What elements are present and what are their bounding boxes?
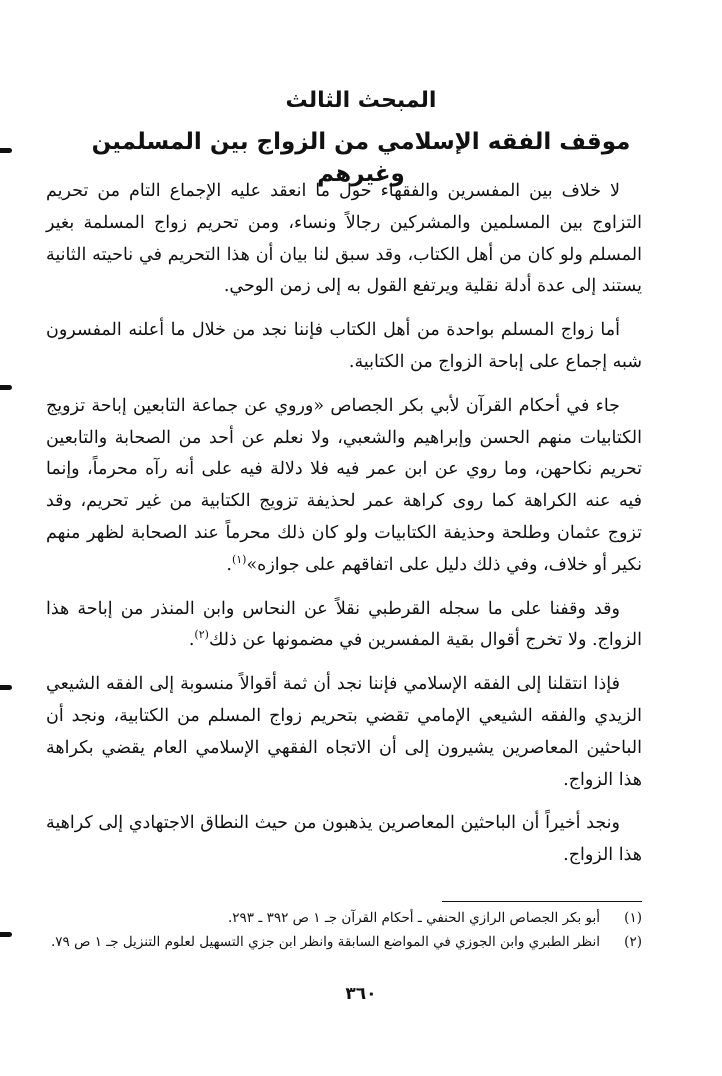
footnote-reference[interactable]: (١) — [231, 552, 247, 566]
footnote — [46, 930, 642, 954]
footnote-text: أبو بكر الجصاص الرازي الحنفي ـ أحكام القرآن جـ ١ ص ٣٩٢ ـ ٢٩٣. — [228, 910, 600, 926]
binding-mark — [0, 685, 12, 690]
paragraph-text: ونجد أخيراً أن الباحثين المعاصرين يذهبون من حيث النطاق الاجتهادي إلى كراهية هذا الزواج. — [46, 813, 642, 866]
paragraph-end: . — [188, 630, 195, 651]
paragraph-text: فإذا انتقلنا إلى الفقه الإسلامي فإننا نجد أن ثمة أقوالاً منسوبة إلى الفقه الشيعي الزيدي والفقه الشيعي الإمامي تقضي بتحريم زواج المسلم من الكتابية، ونجد أن الباحثين المعاصرين يشيرون إلى أن الاتجاه الفقهي الإسلامي العام يقضي بكراهة هذا الزواج. — [46, 674, 642, 790]
main-text — [46, 176, 642, 884]
section-title: المبحث الثالث — [285, 88, 437, 113]
page-number: ٣٦٠ — [345, 984, 377, 1004]
paragraph — [46, 669, 642, 796]
paragraph-text: أما زواج المسلم بواحدة من أهل الكتاب فإننا نجد من خلال ما أعلنه المفسرون شبه إجماع على إباحة الزواج من الكتابية. — [46, 320, 642, 372]
paragraph-text: وقد وقفنا على ما سجله القرطبي نقلاً عن النحاس وابن المنذر من إباحة هذا الزواج. ولا تخرج أقوال بقية المفسرين في مضمونها عن ذلك — [46, 598, 642, 651]
footnote-number: (٢) — [624, 934, 642, 950]
section-heading-block — [60, 86, 662, 190]
footnote-divider — [442, 901, 642, 902]
binding-mark — [0, 385, 12, 390]
paragraph — [46, 176, 642, 303]
paragraph — [46, 391, 642, 582]
binding-mark — [0, 932, 12, 937]
footnote-text: انظر الطبري وابن الجوزي في المواضع السابقة وانظر ابن جزي التسهيل لعلوم التنزيل جـ ١ ص ٧٩. — [50, 934, 600, 950]
footnote-reference[interactable]: (٢) — [194, 628, 209, 642]
paragraph — [46, 808, 642, 872]
paragraph-text: جاء في أحكام القرآن لأبي بكر الجصاص «وروي عن جماعة التابعين إباحة تزويج الكتابيات منهم الحسن وإبراهيم والشعبي، ولا نعلم عن أحد من الصحابة والتابعين تحريم نكاحهن، وما روي عن ابن عمر فيه فلا دلالة فيه على أنه رآه محرماً، وإنما فيه عنه الكراهة كما روى كراهة عمر لحذيفة تزويج الكتابية من غير تحريم، وقد تزوج عثمان وطلحة وحذيفة الكتابيات ولو كان ذلك محرماً عند الصحابة لظهر منهم نكير أو خلاف، وفي ذلك دليل على اتفاقهم على جوازه» — [46, 395, 642, 575]
paragraph — [46, 594, 642, 658]
paragraph — [46, 315, 642, 379]
footnote-number: (١) — [624, 910, 642, 926]
footnote — [46, 906, 642, 930]
footnotes — [46, 906, 642, 954]
section-subtitle: موقف الفقه الإسلامي من الزواج بين المسلمين وغيرهم — [91, 129, 631, 187]
paragraph-text: لا خلاف بين المفسرين والفقهاء حول ما انعقد عليه الإجماع التام من تحريم التزاوج بين المسلمين والمشركين رجالاً ونساء، ومن تحريم زواج المسلمة بغير المسلم ولو كان من أهل الكتاب، وقد سبق لنا بيان أن هذا التحريم في ناحيته الثانية يستند إلى عدة أدلة نقلية ويرتفع القول به إلى زمن الوحي. — [46, 181, 642, 297]
binding-mark — [0, 148, 12, 153]
paragraph-end: . — [226, 554, 232, 575]
